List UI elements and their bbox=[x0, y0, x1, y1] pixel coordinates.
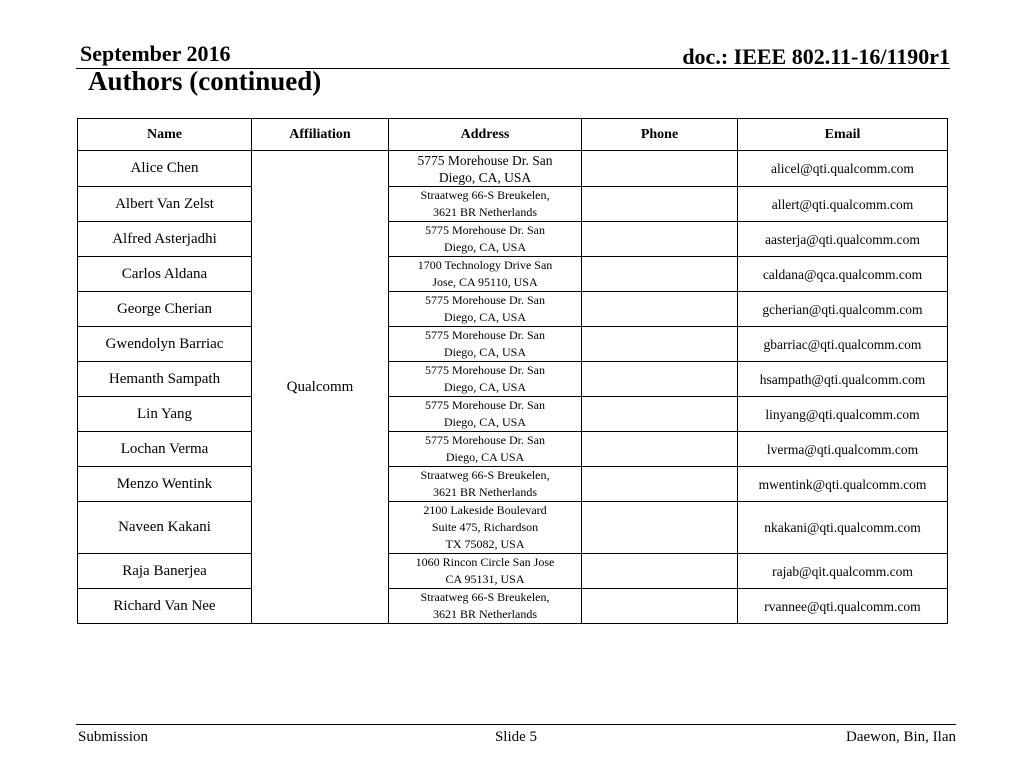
author-name: Richard Van Nee bbox=[78, 589, 252, 624]
table-row bbox=[78, 589, 948, 624]
address-line: Diego, CA, USA bbox=[443, 380, 526, 394]
author-email: alicel@qti.qualcomm.com bbox=[738, 151, 948, 187]
table-row bbox=[78, 554, 948, 589]
author-rows bbox=[78, 151, 948, 624]
author-email: lverma@qti.qualcomm.com bbox=[738, 432, 948, 467]
footer-authors: Daewon, Bin, Ilan bbox=[846, 729, 956, 745]
author-address bbox=[389, 151, 582, 187]
author-name: Carlos Aldana bbox=[78, 257, 252, 292]
author-phone bbox=[582, 151, 738, 187]
author-email: mwentink@qti.qualcomm.com bbox=[738, 467, 948, 502]
footer-submission: Submission bbox=[78, 729, 149, 745]
slide-title: Authors (continued) bbox=[88, 66, 322, 96]
author-address bbox=[389, 554, 582, 589]
address-line: TX 75082, USA bbox=[445, 537, 525, 551]
address-line: 1700 Technology Drive San bbox=[417, 258, 553, 272]
author-email: nkakani@qti.qualcomm.com bbox=[738, 502, 948, 554]
address-line: 5775 Morehouse Dr. San bbox=[425, 223, 545, 237]
author-name: Lochan Verma bbox=[78, 432, 252, 467]
author-phone bbox=[582, 362, 738, 397]
header-date: September 2016 bbox=[80, 41, 231, 66]
author-phone bbox=[582, 432, 738, 467]
author-address bbox=[389, 589, 582, 624]
table-row bbox=[78, 327, 948, 362]
author-phone bbox=[582, 327, 738, 362]
author-name: Menzo Wentink bbox=[78, 467, 252, 502]
author-phone bbox=[582, 589, 738, 624]
author-email: rajab@qit.qualcomm.com bbox=[738, 554, 948, 589]
author-email: linyang@qti.qualcomm.com bbox=[738, 397, 948, 432]
table-row bbox=[78, 257, 948, 292]
author-email: allert@qti.qualcomm.com bbox=[738, 187, 948, 222]
author-address bbox=[389, 327, 582, 362]
author-name: George Cherian bbox=[78, 292, 252, 327]
address-line: Diego, CA, USA bbox=[438, 169, 532, 185]
address-line: Diego, CA, USA bbox=[443, 240, 526, 254]
author-email: caldana@qca.qualcomm.com bbox=[738, 257, 948, 292]
footer-divider bbox=[76, 724, 956, 725]
authors-table bbox=[77, 118, 948, 624]
author-name: Lin Yang bbox=[78, 397, 252, 432]
address-line: Diego, CA, USA bbox=[443, 345, 526, 359]
author-phone bbox=[582, 467, 738, 502]
author-address bbox=[389, 222, 582, 257]
author-email: aasterja@qti.qualcomm.com bbox=[738, 222, 948, 257]
author-name: Albert Van Zelst bbox=[78, 187, 252, 222]
author-name: Naveen Kakani bbox=[78, 502, 252, 554]
address-line: Suite 475, Richardson bbox=[431, 520, 539, 534]
address-line: Straatweg 66-S Breukelen, bbox=[420, 468, 550, 482]
address-line: 5775 Morehouse Dr. San bbox=[425, 293, 545, 307]
author-address bbox=[389, 187, 582, 222]
author-email: rvannee@qti.qualcomm.com bbox=[738, 589, 948, 624]
author-phone bbox=[582, 554, 738, 589]
author-email: gbarriac@qti.qualcomm.com bbox=[738, 327, 948, 362]
table-row bbox=[78, 222, 948, 257]
author-phone bbox=[582, 397, 738, 432]
column-header-phone: Phone bbox=[582, 119, 738, 151]
address-line: 2100 Lakeside Boulevard bbox=[423, 503, 547, 517]
address-line: Diego, CA, USA bbox=[443, 415, 526, 429]
table-row bbox=[78, 187, 948, 222]
column-header-address: Address bbox=[389, 119, 582, 151]
author-email: gcherian@qti.qualcomm.com bbox=[738, 292, 948, 327]
affiliation-cell: Qualcomm bbox=[252, 151, 389, 624]
address-line: 1060 Rincon Circle San Jose bbox=[415, 555, 555, 569]
author-name: Gwendolyn Barriac bbox=[78, 327, 252, 362]
author-address bbox=[389, 257, 582, 292]
table-row bbox=[78, 502, 948, 554]
table-row bbox=[78, 362, 948, 397]
table-header-row bbox=[78, 119, 948, 151]
column-header-name: Name bbox=[78, 119, 252, 151]
author-phone bbox=[582, 222, 738, 257]
address-line: Straatweg 66-S Breukelen, bbox=[420, 590, 550, 604]
author-email: hsampath@qti.qualcomm.com bbox=[738, 362, 948, 397]
table-row bbox=[78, 432, 948, 467]
address-line: Diego, CA, USA bbox=[443, 310, 526, 324]
author-phone bbox=[582, 502, 738, 554]
address-line: 5775 Morehouse Dr. San bbox=[425, 433, 545, 447]
author-name: Alfred Asterjadhi bbox=[78, 222, 252, 257]
address-line: Straatweg 66-S Breukelen, bbox=[420, 188, 550, 202]
author-name: Hemanth Sampath bbox=[78, 362, 252, 397]
address-line: CA 95131, USA bbox=[445, 572, 525, 586]
author-name: Raja Banerjea bbox=[78, 554, 252, 589]
author-phone bbox=[582, 187, 738, 222]
address-line: Diego, CA USA bbox=[445, 450, 525, 464]
table-row bbox=[78, 467, 948, 502]
author-address bbox=[389, 362, 582, 397]
table-row bbox=[78, 292, 948, 327]
author-address bbox=[389, 467, 582, 502]
column-header-affiliation: Affiliation bbox=[252, 119, 389, 151]
author-phone bbox=[582, 292, 738, 327]
table-row bbox=[78, 151, 948, 187]
address-line: Jose, CA 95110, USA bbox=[432, 275, 538, 289]
author-address bbox=[389, 502, 582, 554]
footer-slide-number: Slide 5 bbox=[494, 729, 538, 745]
header-doc-id: doc.: IEEE 802.11-16/1190r1 bbox=[682, 44, 950, 69]
address-line: 5775 Morehouse Dr. San bbox=[425, 328, 545, 342]
address-line: 3621 BR Netherlands bbox=[433, 607, 537, 621]
author-address bbox=[389, 397, 582, 432]
address-line: 5775 Morehouse Dr. San bbox=[425, 363, 545, 377]
author-name: Alice Chen bbox=[78, 151, 252, 187]
address-line: 3621 BR Netherlands bbox=[433, 205, 537, 219]
author-phone bbox=[582, 257, 738, 292]
author-address bbox=[389, 432, 582, 467]
table-row bbox=[78, 397, 948, 432]
column-header-email: Email bbox=[738, 119, 948, 151]
address-line: 5775 Morehouse Dr. San bbox=[417, 152, 553, 168]
address-line: 5775 Morehouse Dr. San bbox=[425, 398, 545, 412]
author-address bbox=[389, 292, 582, 327]
address-line: 3621 BR Netherlands bbox=[433, 485, 537, 499]
